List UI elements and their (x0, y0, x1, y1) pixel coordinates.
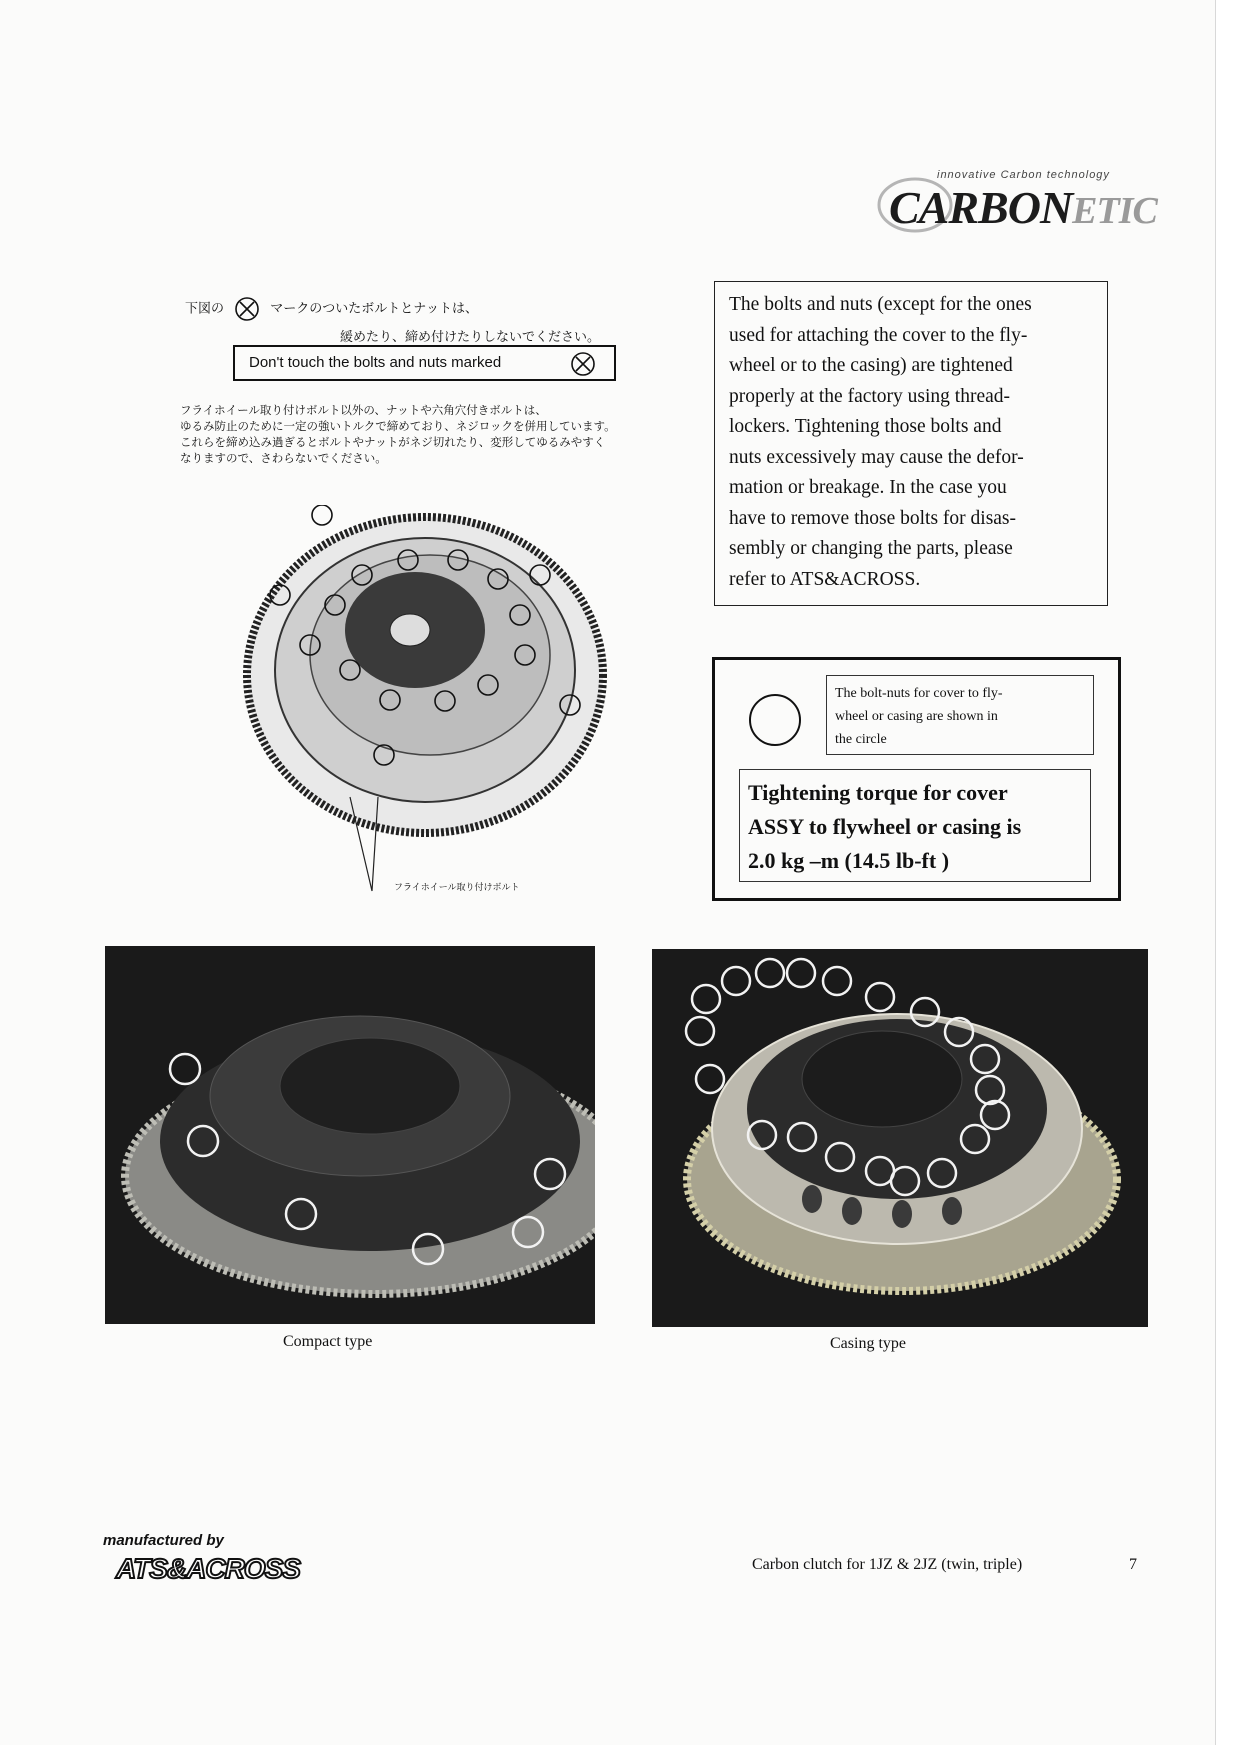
casing-type-photo (652, 949, 1148, 1327)
jp-paragraph (180, 402, 680, 466)
explanation-line: mation or breakage. In the case you (729, 477, 1007, 498)
casing-type-caption: Casing type (830, 1335, 906, 1352)
dont-touch-text: Don't touch the bolts and nuts marked (249, 354, 502, 371)
circle-symbol-icon (749, 694, 801, 746)
jp-notice-heading (185, 296, 600, 345)
explanation-line: lockers. Tightening those bolts and (729, 416, 1002, 437)
torque-info-box (712, 657, 1121, 901)
explanation-line: nuts excessively may cause the defor- (729, 446, 1024, 468)
explanation-line: have to remove those bolts for disas- (729, 507, 1017, 529)
ats-across-logo (110, 1553, 300, 1591)
explanation-line: refer to ATS&ACROSS. (729, 568, 921, 590)
jp-notice-line2: 緩めたり、締め付けたりしないでください。 (340, 330, 601, 345)
carbonetic-logo (875, 165, 1155, 245)
brand-logo-text: CARBONETIC (889, 182, 1157, 233)
brand-tagline: innovative Carbon technology (937, 169, 1110, 181)
jp-paragraph-line: ゆるみ防止のために一定の強いトルクで締めており、ネジロックを併用しています。 (180, 419, 616, 433)
page-number: 7 (1129, 1556, 1137, 1573)
torque-line: 2.0 kg –m (14.5 lb-ft ) (748, 848, 950, 873)
jp-paragraph-line: これらを締め込み過ぎるとボルトやナットがネジ切れたり、変形してゆるみやすく (180, 435, 606, 449)
circle-note-line: The bolt-nuts for cover to fly- (835, 686, 1003, 701)
explanation-line: sembly or changing the parts, please (729, 538, 1013, 559)
explanation-line: The bolts and nuts (except for the ones (729, 294, 1032, 315)
circle-note-line: wheel or casing are shown in (835, 709, 998, 724)
jp-paragraph-line: フライホイール取り付けボルト以外の、ナットや六角穴付きボルトは、 (180, 403, 547, 417)
flywheel-bolt-label: フライホイール取り付けボルト (394, 883, 520, 893)
explanation-line: used for attaching the cover to the fly- (729, 324, 1028, 346)
x-mark-icon (234, 296, 260, 322)
explanation-line: wheel or to the casing) are tightened (729, 355, 1013, 376)
jp-notice-part-a: 下図の (185, 301, 225, 317)
explanation-line: properly at the factory using thread- (729, 385, 1011, 407)
manufactured-by-label: manufactured by (103, 1532, 224, 1549)
compact-type-photo (105, 946, 595, 1324)
torque-line: Tightening torque for cover (748, 780, 1008, 805)
jp-notice-part-b: マークのついたボルトとナットは、 (270, 301, 479, 317)
compact-type-caption: Compact type (283, 1333, 373, 1350)
ats-across-logo-text: ATS&ACROSS (116, 1553, 300, 1584)
torque-spec-box (739, 769, 1091, 882)
x-mark-icon (570, 351, 596, 377)
document-title: Carbon clutch for 1JZ & 2JZ (twin, triple) (752, 1556, 1023, 1573)
circle-note-box (826, 675, 1094, 755)
clutch-flywheel-diagram (240, 505, 630, 905)
torque-line: ASSY to flywheel or casing is (748, 814, 1022, 839)
bleed-through-heading (150, 278, 157, 308)
jp-paragraph-line: なりますので、さわらないでください。 (180, 451, 387, 465)
explanation-box (714, 281, 1108, 606)
circle-note-line: the circle (835, 732, 887, 747)
dont-touch-box (233, 345, 616, 381)
